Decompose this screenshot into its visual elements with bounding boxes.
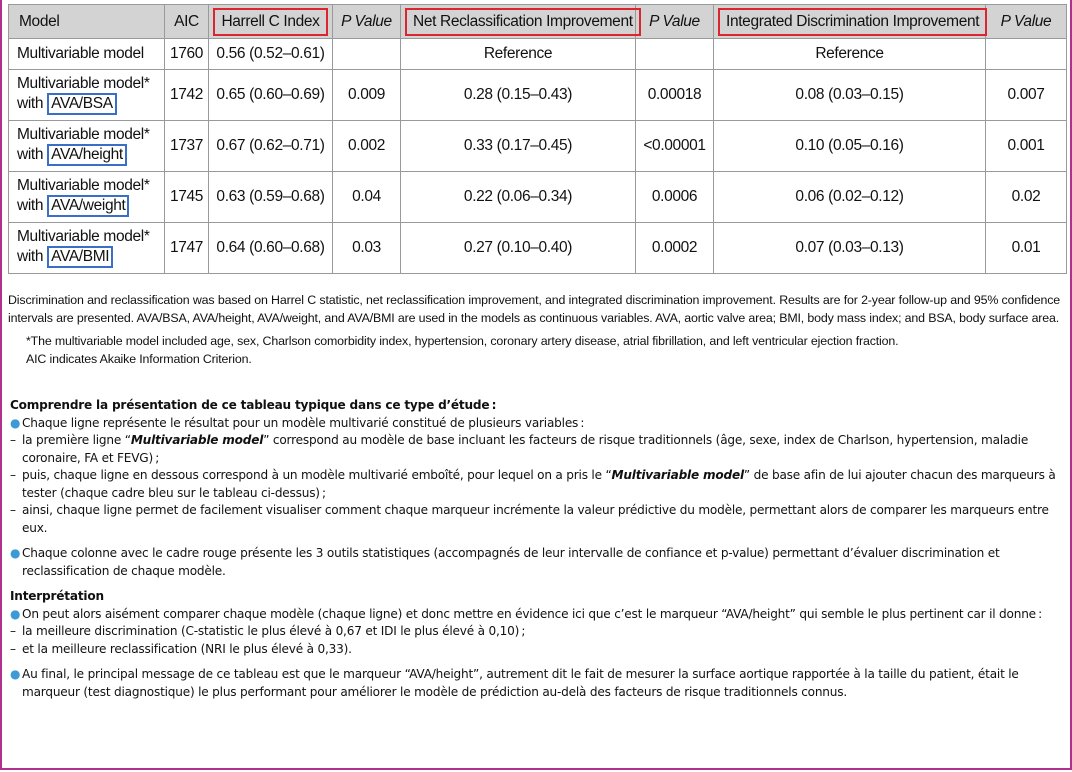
cell-p1: 0.04 (333, 172, 401, 223)
table-header-row (9, 5, 1067, 39)
cell-p2: 0.0006 (636, 172, 714, 223)
blue-frame-marker: AVA/weight (47, 195, 129, 217)
cell-p1 (333, 39, 401, 70)
cell-c-index: 0.67 (0.62–0.71) (209, 121, 333, 172)
table-row-reference (9, 39, 1067, 70)
cell-c-index: 0.56 (0.52–0.61) (209, 39, 333, 70)
cell-p2: 0.00018 (636, 70, 714, 121)
blue-frame-marker: AVA/BSA (47, 93, 117, 115)
cell-p1: 0.03 (333, 223, 401, 274)
dash-icon: – (10, 433, 16, 447)
bullet-dot-icon: ● (10, 667, 21, 681)
cell-nri: 0.22 (0.06–0.34) (401, 172, 636, 223)
red-frame-idi: Integrated Discrimination Improvement (718, 8, 987, 36)
cell-idi: 0.06 (0.02–0.12) (714, 172, 986, 223)
cell-aic: 1742 (165, 70, 209, 121)
cell-p3: 0.01 (986, 223, 1067, 274)
cell-idi: 0.08 (0.03–0.15) (714, 70, 986, 121)
cell-p2: <0.00001 (636, 121, 714, 172)
header-model: Model (9, 5, 165, 39)
bullet-dot-icon: ● (10, 415, 21, 430)
bullet-item: ● Au final, le principal message de ce tableau est que le marqueur “AVA/height”, autrement dit le fait de mesurer la surface aortique rapportée à la taille du patient, était le marqueur (test diagnostique) le plus performant pour améliorer le modèle de prédiction au-delà des facteurs de risque traditionnels connus. (10, 667, 1019, 699)
cell-aic: 1747 (165, 223, 209, 274)
results-table (8, 4, 1067, 274)
cell-aic: 1745 (165, 172, 209, 223)
dash-item: – puis, chaque ligne en dessous correspond à un modèle multivarié emboîté, pour lequel on a pris le “Multivariable model” de base afin de lui ajouter chacun des marqueurs à tester (chaque cadre bleu sur le tableau ci-dessus) ; (10, 468, 1056, 500)
table-footnotes (8, 291, 1060, 368)
heading-interpretation: Interprétation (10, 589, 104, 603)
table-row-ava-weight (9, 172, 1067, 223)
french-commentary (10, 397, 1060, 701)
dash-item: – et la meilleure reclassification (NRI le plus élevé à 0,33). (10, 641, 1060, 659)
header-p-value-3: P Value (986, 5, 1067, 39)
header-p-value-1: P Value (333, 5, 401, 39)
dash-item: – la meilleure discrimination (C-statistic le plus élevé à 0,67 et IDI le plus élevé à 0,10) ; (10, 623, 1060, 641)
cell-model: Multivariable model* with AVA/height (9, 121, 165, 172)
header-aic: AIC (165, 5, 209, 39)
bullet-dot-icon: ● (10, 546, 21, 560)
bullet-item: ● Chaque ligne représente le résultat pour un modèle multivarié constitué de plusieurs variables : (10, 415, 1060, 433)
table-row-ava-bmi (9, 223, 1067, 274)
footnote-star: *The multivariable model included age, sex, Charlson comorbidity index, hypertension, coronary artery disease, atrial fibrillation, and left ventricular ejection fraction. (26, 334, 899, 348)
cell-model: Multivariable model (9, 39, 165, 70)
dash-icon: – (10, 624, 16, 638)
cell-p1: 0.002 (333, 121, 401, 172)
blue-frame-marker: AVA/BMI (47, 246, 113, 268)
cell-p2 (636, 39, 714, 70)
cell-c-index: 0.64 (0.60–0.68) (209, 223, 333, 274)
cell-p3 (986, 39, 1067, 70)
dash-icon: – (10, 468, 16, 482)
cell-nri: 0.28 (0.15–0.43) (401, 70, 636, 121)
header-p-value-2: P Value (636, 5, 714, 39)
cell-p3: 0.007 (986, 70, 1067, 121)
cell-model: Multivariable model* with AVA/BMI (9, 223, 165, 274)
cell-aic: 1760 (165, 39, 209, 70)
cell-nri: Reference (401, 39, 636, 70)
header-idi (714, 5, 986, 39)
cell-c-index: 0.65 (0.60–0.69) (209, 70, 333, 121)
cell-c-index: 0.63 (0.59–0.68) (209, 172, 333, 223)
cell-model: Multivariable model* with AVA/BSA (9, 70, 165, 121)
table-row-ava-bsa (9, 70, 1067, 121)
bullet-item: ● Chaque colonne avec le cadre rouge présente les 3 outils statistiques (accompagnés de leur intervalle de confiance et p-value) permettant d’évaluer discrimination et reclassification de chaque modèle. (10, 546, 1000, 578)
cell-p2: 0.0002 (636, 223, 714, 274)
cell-nri: 0.33 (0.17–0.45) (401, 121, 636, 172)
cell-aic: 1737 (165, 121, 209, 172)
header-nri (401, 5, 636, 39)
cell-model: Multivariable model* with AVA/weight (9, 172, 165, 223)
dash-item: – la première ligne “Multivariable model” correspond au modèle de base incluant les facteurs de risque traditionnels (âge, sexe, index de Charlson, hypertension, maladie coronaire, FA et FEVG) ; (10, 433, 1029, 465)
cell-p3: 0.02 (986, 172, 1067, 223)
dash-icon: – (10, 503, 16, 517)
red-frame-nri: Net Reclassification Improvement (405, 8, 641, 36)
cell-idi: 0.07 (0.03–0.13) (714, 223, 986, 274)
footnote-aic: AIC indicates Akaike Information Criterion. (26, 352, 252, 366)
blue-frame-marker: AVA/height (47, 144, 127, 166)
bullet-item: ● On peut alors aisément comparer chaque modèle (chaque ligne) et donc mettre en évidence ici que c’est le marqueur “AVA/height” qui semble le plus pertinent car il donne : (10, 606, 1060, 624)
dash-icon: – (10, 641, 16, 656)
cell-p1: 0.009 (333, 70, 401, 121)
footnote-main: Discrimination and reclassification was based on Harrel C statistic, net reclassification improvement, and integrated discrimination improvement. Results are for 2-year follow-up and 95% confidence intervals are presented. AVA/BSA, AVA/height, AVA/weight, and AVA/BMI are used in the models as continuous variables. AVA, aortic valve area; BMI, body mass index; and BSA, body surface area. (8, 293, 1060, 325)
cell-idi: 0.10 (0.05–0.16) (714, 121, 986, 172)
header-c-index (209, 5, 333, 39)
table-row-ava-height (9, 121, 1067, 172)
cell-p3: 0.001 (986, 121, 1067, 172)
heading-comprendre: Comprendre la présentation de ce tableau typique dans ce type d’étude : (10, 398, 497, 412)
dash-item: – ainsi, chaque ligne permet de facilement visualiser comment chaque marqueur incrémente la valeur prédictive du modèle, permettant alors de comparer les marqueurs entre eux. (10, 503, 1049, 535)
cell-idi: Reference (714, 39, 986, 70)
bullet-dot-icon: ● (10, 606, 21, 621)
cell-nri: 0.27 (0.10–0.40) (401, 223, 636, 274)
red-frame-c-index: Harrell C Index (213, 8, 327, 36)
